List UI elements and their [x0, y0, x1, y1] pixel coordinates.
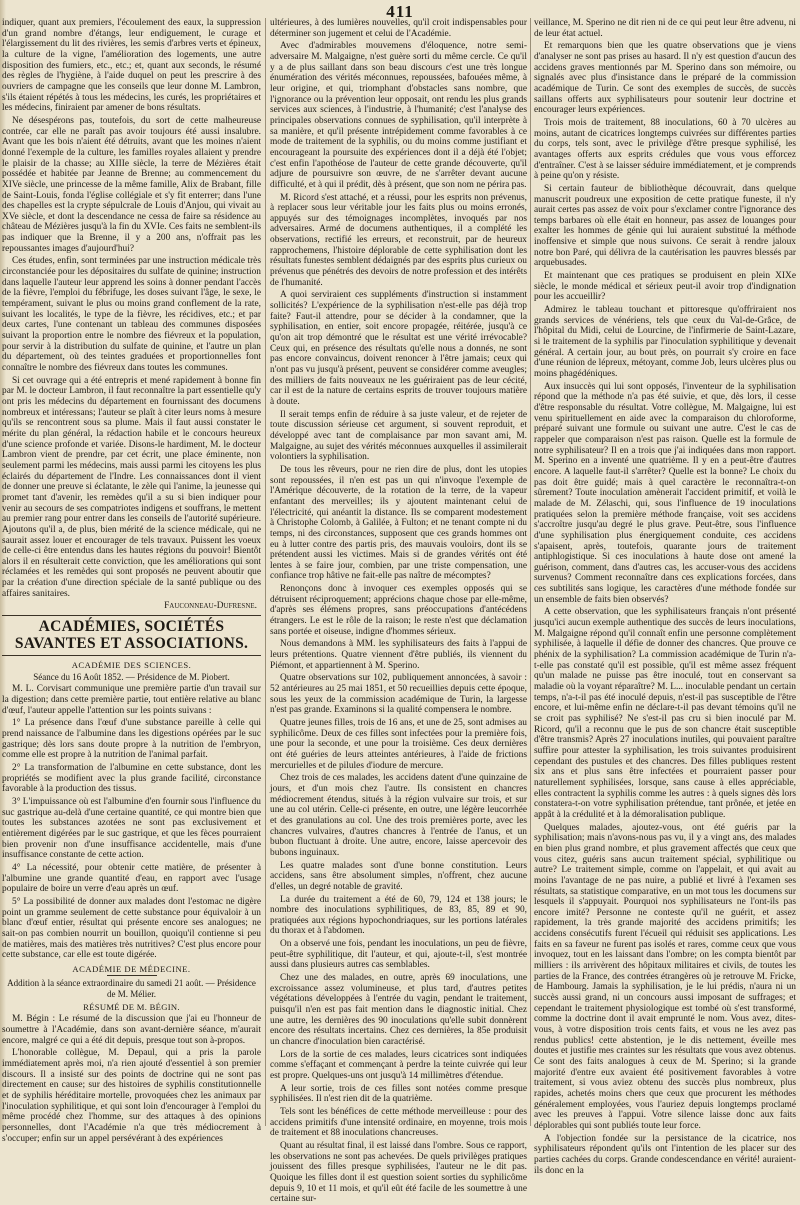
paragraph: 5° La possibilité de donner aux malades dont l'estomac ne digère point un gramme seulement de cette substance pour équivaloir à un blanc d'œuf entier, résultat qui présente encore ses analogues; ne sait-on pas combien nourrit un bouillon, quoiqu'il contienne si peu de matières, mais des matières très nutritives? C'est plus encore pour cette substance, car elle est toute digérée.	[2, 896, 261, 961]
page-number: 411	[386, 2, 414, 21]
paragraph: M. L. Corvisart communique une première partie d'un travail sur la digestion; dans cette première partie, tout entière relative au blanc d'œuf, l'auteur appelle l'attention sur les points suivans :	[2, 684, 261, 716]
column-divider-1	[265, 18, 266, 1126]
academy-sciences-session: Séance du 16 Août 1852. — Présidence de M. Piobert.	[33, 671, 230, 682]
paragraph: Et maintenant que ces pratiques se produisent en plein XIXe siècle, le monde médical et sérieux peut-il avoir trop d'indignation pour les accueillir?	[534, 271, 796, 303]
paragraph: Quelques malades, ajoutez-vous, ont été guéris par la syphilisation; mais n'avons-nous pas vu, il y a vingt ans, des malades en bien plus grand nombre, et plus gravement affectés que ceux que vous citez, guéris sans aucun traitement spécial, syphilitique ou autre? Le traitement simple, comme on l'appelait, et qui avait au moins l'avantage de ne pas nuire, a publié et livré à l'examen ses résultats, sa statistique comparative, en un mot tous les documens sur lesquels il s'appuyait. Pourquoi nos syphilisateurs ne l'ont-ils pas encore imité? Personne ne conteste qu'il ne guérit, et assez rapidement, la très grande majorité des accidens primitifs; les accidens consécutifs furent l'écueil qui réduisit ses applications. Les faits en sa faveur ne furent pas isolés et rares, comme ceux que vous invoquez, tout en les laissant dans l'ombre; on les compta bientôt par milliers : ils arrivèrent des hôpitaux militaires et civils, de toutes les parties de la France, des contrées étrangères où je retrouve M. Fricke, de Hambourg. Jamais la syphilisation, je le lui prédis, n'aura ni un succès aussi grand, ni un concours aussi imposant de suffrages; et cependant le traitement physiologique est tombé où s'est transformé, comme la doctrine dont il avait emprunté le nom. Vous avez, dites-vous, à votre disposition trois cents faits, et vous ne les avez pas rendus publics! cette abstention, je le dis nettement, éveille mes doutes et justifie mes craintes sur les résultats que vous avez obtenus. Ce sont des faits analogues à ceux de M. Sperino; si la grande majorité d'entre eux avaient été positivement favorables à votre traitement, si vous aviez obtenu des succès plus nombreux, plus rapides, achetés moins chers que ceux que procurent les méthodes généralement employées, vous l'auriez depuis longtemps proclamé avec les preuves à l'appui. Votre silence laisse donc aux faits déplorables qui sont publiés toute leur force.	[534, 822, 796, 1131]
column-3	[534, 18, 796, 1176]
paragraph: Les quatre malades sont d'une bonne constitution. Leurs accidens, sans être absolument simples, n'offrent, chez aucune d'elles, un degré notable de gravité.	[270, 860, 527, 892]
paragraph: On a observé une fois, pendant les inoculations, un peu de fièvre, peut-être syphilitique, dit l'auteur, et qui, ajoute-t-il, s'est montrée aussi dans plusieurs autres cas semblables.	[270, 939, 527, 971]
paragraph: 2° La transformation de l'albumine en cette substance, dont les propriétés se modifient avec la plus grande facilité, circonstance favorable à la production des tissus.	[2, 763, 261, 795]
academy-medicine-session: Addition à la séance extraordinaire du samedi 21 août. — Présidence de M. Mélier.	[7, 978, 256, 1000]
paragraph: Renonçons donc à invoquer ces exemples opposés qui se détruisent réciproquement; apprécions chaque chose par elle-même, d'après ses élémens propres, sans préoccupations d'antécédens étrangers. Le est le rôle de la raison; le reste n'est que déclamation sans portée et oiseuse, indigne d'hommes sérieux.	[270, 584, 527, 637]
paragraph: 4° La nécessité, pour obtenir cette matière, de présenter à l'albumine une grande quantité d'eau, en rapport avec l'usage populaire de boire un verre d'eau après un œuf.	[2, 862, 261, 895]
column-divider-2	[530, 18, 531, 1126]
paragraph: M. Ricord s'est attaché, et a réussi, pour les esprits non prévenus, à replacer sous leur véritable jour les faits plus ou moins erronés, appuyés sur des témoignages incomplètes, invoqués par nos adversaires. Armé de documens authentiques, il a complété les observations, rectifié les erreurs, et reconstruit, par de heureux rapprochemens, l'histoire déplorable de cette syphilisation dont les résultats funestes semblent dédaignés par des esprits plus curieux ou prévenus que pénétrés des devoirs de notre profession et des intérêts de l'humanité.	[270, 192, 527, 288]
academy-medicine-title: ACADÉMIE DE MÉDECINE.	[72, 963, 191, 974]
paragraph: 3° L'impuissance où est l'albumine d'en fournir sous l'influence du suc gastrique au-delà d'une certaine quantité, ce qui montre bien que toutes les substances azotées ne sont pas exclusivement et entièrement digérées par le suc gastrique, et que les fèces pourraient bien provenir non d'une insuffisance accidentelle, mais d'une insuffisance constante de cette action.	[2, 796, 261, 861]
academy-medicine-text	[2, 1014, 261, 1144]
paragraph: Chez une des malades, en outre, après 69 inoculations, une excroissance assez volumineuse, et plus tard, d'autres petites végétations développées à l'entrée du vagin, pendant le traitement, puisqu'il n'en est pas fait mention dans le diagnostic initial. Chez une autre, les dernières des 90 inoculations qu'elle subit donnèrent encore des résultats incertains. Chez ces dernières, la 85e produisit un chancre d'inoculation bien caractérisé.	[270, 973, 527, 1048]
column-2	[270, 18, 527, 1205]
section-title: ACADÉMIES, SOCIÉTÉS SAVANTES ET ASSOCIATIONS.	[14, 618, 249, 653]
paragraph: Chez trois de ces malades, les accidens datent d'une quinzaine de jours, et d'un mois chez l'autre. Ils consistent en chancres médiocrement étendus, situés à la région vulvaire sur trois, et sur une au col utérin. Celle-ci présente, en outre, une légère leucorrhée et des granulations au col. Une des trois premières porte, avec les chancres vulvaires, d'autres chancres à l'entrée de l'anus, et un bubon fluctuant à droite. Une autre, encore, laisse apercevoir des bubons inguinaux.	[270, 773, 527, 858]
paragraph: M. Bégin : Le résumé de la discussion que j'ai eu l'honneur de soumettre à l'Académie, dans son avant-dernière séance, m'aurait encore, malgré ce qui a été dit depuis, presque tout son à-propos.	[2, 1014, 261, 1046]
column-1-intro-text	[2, 18, 261, 599]
paragraph: 1° La présence dans l'œuf d'une substance pareille à celle qui prend naissance de l'albumine dans les digestions opérées par le suc gastrique; dès lors sans doute propre à la nutrition de l'embryon, comme elle est propre à la nutrition de l'animal parfait.	[2, 718, 261, 761]
column-1	[2, 18, 261, 1144]
paragraph: A quoi serviraient ces suppléments d'instruction si instamment sollicités? L'expérience de la syphilisation n'est-elle pas déjà trop faite? Faut-il attendre, pour se décider à la condamner, que la syphilisation, en entier, soit encore propagée, réitérée, jusqu'à ce qu'on ait trop démontré que le résultat est une vérité irrévocable? Ceux qui, en présence des résultats qu'elle nous a donnés, ne sont pas encore convaincus, doivent renoncer à l'être jamais; ceux qui n'ont pas vu jusqu'à présent, peuvent se considérer comme aveugles; des milliers de faits nouveaux ne les guériraient pas de leur cécité, car il est de la nature de certains esprits de trouver toujours matière à doute.	[270, 290, 527, 407]
paragraph: Quant au résultat final, il est laissé dans l'ombre. Sous ce rapport, les observations ne sont pas achevées. De quels privilèges pratiques jouissent des filles presque syphilisées, l'auteur ne le dit pas. Quoique les filles dont il est question soient sorties du syphilicôme depuis 9, 10 et 11 mois, et qu'il eût été facile de les soumettre à une certaine sur-	[270, 1140, 527, 1205]
paragraph: La durée du traitement a été de 60, 79, 124 et 138 jours; le nombre des inoculations syphilitiques, de 83, 85, 89 et 90, pratiquées aux régions hypochondriaques, sur les portions latérales du thorax et à l'abdomen.	[270, 894, 527, 937]
paragraph: Si certain fauteur de bibliothèque découvrait, dans quelque manuscrit poudreux une exposition de cette pratique funeste, il n'y aurait certes pas assez de voix pour s'exclamer contre l'ignorance des temps barbares où elle était en honneur, pas assez de louanges pour exalter les hommes de génie qui lui auraient substitué la méthode inoffensive et simple que nous suivons. Ce serait à rendre jaloux notre bon Paré, qui délivra de la cautérisation les pauvres blessés par arquebusades.	[534, 183, 796, 269]
paragraph: Ces études, enfin, sont terminées par une instruction médicale très circonstanciée pour les dépositaires du sulfate de quinine; instruction dans laquelle l'auteur leur apprend les soins à donner pendant l'accès de la fièvre, l'emploi du fébrifuge, les doses suivant l'âge, le sexe, le tempérament, suivant le plus ou moins grand conflement de la rate, suivant les localités, le type de la fièvre, les récidives, etc.; et par deux cartes, l'une contenant un tableau des communes disposées suivant la proportion entre le nombre des fiévreux et la population, pour servir à la distribution du sulfate de quinine, et l'autre un plan du département, où des teintes graduées et proportionnelles font connaître le nombre des fiévreux dans toutes les communes.	[2, 256, 261, 373]
paragraph: Et remarquons bien que les quatre observations que je viens d'analyser ne sont pas prises au hasard. Il n'y est question d'aucun des accidens graves mentionnés par M. Sperino dans son mémoire, ou signalés avec plus d'insistance dans le préparé de la commission académique de Turin. Ce sont des exemples de succès, de succès saillans offerts aux syphilisateurs pour soutenir leur doctrine et encourager leurs expériences.	[534, 41, 796, 116]
author-signature: Fauconneau-Dufresne.	[164, 601, 257, 612]
paragraph: Admirez le tableau touchant et pittoresque qu'offriraient nos grands services de vénériens, tels que ceux du Val-de-Grâce, de l'hôpital du Midi, celui de Lourcine, de l'infirmerie de Saint-Lazare, si le traitement de la syphilis par l'inoculation syphilitique y devenait général. A certain jour, au bout près, on pourrait s'y croire en face d'une réunion de lépreux, métoyant, comme Job, leurs ulcères plus ou moins phagédéniques.	[534, 305, 796, 379]
section-rule-top	[2, 615, 261, 616]
paragraph: Trois mois de traitement, 88 inoculations, 60 à 70 ulcères au moins, autant de cicatrices longtemps cuivrées sur différentes parties du corps, tels sont, avec le privilège d'être presque syphilisé, les avantages offerts aux esprits crédules que vous vous efforcez d'entraîner. C'est à se laisser séduire immédiatement, et je comprends à peine qu'on y résiste.	[534, 117, 796, 182]
column-2-text	[270, 18, 527, 1205]
column-3-text	[534, 18, 796, 1176]
paragraph: Nous demandons à MM. les syphilisateurs des faits à l'appui de leurs prétentions. Quatre viennent d'être publiés, ils viennent du Piémont, et appartiennent à M. Sperino.	[270, 639, 527, 671]
paragraph: Aux insuccès qui lui sont opposés, l'inventeur de la syphilisation répond que la méthode n'a pas été suivie, et que, dès lors, il cesse d'être responsable du résultat. Votre collègue, M. Malgaigne, lui est venu spirituellement en aide avec la comparaison du chloroforme, préparé suivant une formule ou suivant une autre. C'est le cas de rappeler que comparaison n'est pas raison. Quelle est la formule de notre syphilisateur? Il en a trois que j'ai indiquées dans mon rapport. M. Sperino en a inventé une quatrième. Il y en a peut-être d'autres encore. A laquelle faut-il s'arrêter? Quelle est la bonne? Le choix du pas doit être guidé; mais à quel caractère le reconnaîtra-t-on sûrement? Toute inoculation amènerait l'accident primitif, et voilà le malade de M. Zélaschi, qui, sous l'influence de 19 inoculations pratiquées selon la première méthode française, voit ses accidens s'accroître jusqu'au degré le plus grave. Peut-être, sous l'influence d'une syphilisation plus énergiquement conduite, ces accidens s'apaisent, après, toutefois, quarante jours de traitement antiphlogistique. Si ces inoculations à haute dose ont amené la guérison, comment, dans d'autres cas, les accuser-vous des accidens survenus? Comment reconnaître dans ces explications forcées, dans ces subtilités sans logique, les caractères d'une méthode fondée sur un ensemble de faits bien observés?	[534, 381, 796, 605]
paragraph: A l'objection fondée sur la persistance de la cicatrice, nos syphilisateurs répondent qu'ils ont l'intention de les placer sur des parties cachées du corps. Grande condescendance en vérité! auraient-ils donc en la	[534, 1133, 796, 1176]
paragraph: indiquer, quant aux premiers, l'écoulement des eaux, la suppression d'un grand nombre d'étangs, leur endiguement, le curage et l'élargissement du lit des rivières, les semis d'arbres verts et épineux, la culture de la vigne, l'amélioration des logements, une autre disposition des fumiers, etc., etc.; et, quant aux seconds, le résumé des règles de l'hygiène, à l'aide duquel on peut les prescrire à des ouvriers de campagne que les conseils que leur donne M. Lambron, s'ils étaient répétés à tous les médecins, les curés, les propriétaires et les médecins, finiraient par amener de bons résultats.	[2, 18, 261, 114]
academy-medicine-rule	[107, 975, 157, 976]
paragraph: Quatre jeunes filles, trois de 16 ans, et une de 25, sont admises au syphilicôme. Deux de ces filles sont infectées pour la première fois, une pour la seconde, et une pour la troisième. Ces deux dernières ont été guéries de leurs atteintes antérieures, à l'aide de frictions mercurielles et de pilules d'iodure de mercure.	[270, 718, 527, 771]
paragraph: Ne désespérons pas, toutefois, du sort de cette malheureuse contrée, car elle ne paraît pas avoir toujours été aussi insalubre. Avant que les bois n'aient été détruits, avant que les moines n'aient donné l'exemple de la culture, les familles royales allaient y prendre le plaisir de la chasse; au XIIIe siècle, la terre de Mézières était possédée et habitée par Jeanne de Brenne; au commencement du XIVe siècle, une princesse de la même famille, Alix de Brabant, fille de Saint-Louis, fonda l'église collégiale et s'y fit enterrer; dans l'une des chapelles est la crypte sépulcrale de Louis d'Anjou, qui vivait au XVe siècle, et dont la descendance ne cessa de faire sa résidence au château de Mézières jusqu'à la fin du XVIe. Ces faits ne semblent-ils pas indiquer que la Brenne, il y a 200 ans, n'offrait pas les repoussantes images d'aujourd'hui?	[2, 115, 261, 254]
paragraph: ultérieures, à des lumières nouvelles, qu'il croit indispensables pour déterminer son jugement et celui de l'Académie.	[270, 18, 527, 39]
paragraph: A cette observation, que les syphilisateurs français n'ont présenté jusqu'ici aucun exemple authentique des succès de leurs inoculations, M. Malgaigne répond qu'il connaît enfin une personne complètement syphilisée, à laquelle il défie de donner des chancres. Que prouve ce phénix de la syphilisation? La commission académique de Turin n'a-t-elle pas constaté qu'il est possible, qu'il est même assez fréquent qu'un malade ne puisse pas être inoculé, tout en conservant sa maladie où la voyant réparaître? M. L... inoculable pendant un certain temps, n'a-t-il pas été inoculé depuis, n'est-il pas susceptible de l'être encore, et lui-même enfin ne déclare-t-il pas devant témoins qu'il ne se croit pas syphilisé? Ne s'est-il pas cru si bien inoculé par M. Ricord, qu'il a reconnu que le pus de son chancre était susceptible d'être transmis? Après 27 inoculations inutiles, qui pouvaient paraître suffire pour attester la syphilisation, les trois suivantes produisirent cependant des pustules et des chancres. Des filles publiques restent six ans et plus sans être infectées et pourraient passer pour naturellement syphilisées, lorsque, sans cause à elles appréciable, elles contractent la syphilis comme les autres : à quels signes dès lors constatera-t-on votre syphilisation prétendue, tant prônée, et jetée en appât à la crédulité et à la démoralisation publique.	[534, 607, 796, 820]
paragraph: Tels sont les bénéfices de cette méthode merveilleuse : pour des accidens primitifs d'une intensité ordinaire, en moyenne, trois mois de traitement et 88 inoculations chancreuses.	[270, 1106, 527, 1139]
section-rule-bottom	[2, 655, 261, 656]
paragraph: veillance, M. Sperino ne dit rien ni de ce qui peut leur être advenu, ni de leur état actuel.	[534, 18, 796, 39]
academy-sciences-title: ACADÉMIE DES SCIENCES.	[71, 660, 192, 671]
begin-summary-heading: RÉSUMÉ DE M. BÉGIN.	[83, 1001, 180, 1012]
paragraph: Si cet ouvrage qui a été entrepris et mené rapidement à bonne fin par M. le docteur Lambron, il faut reconnaître la part essentielle qu'y ont pris les médecins du département en fournissant des documens nombreux et intéressans; l'auteur se plaît à citer leurs noms à mesure qu'ils se rencontrent sous sa plume. Mais il faut aussi constater le mérite du plan général, la rédaction habile et le concours heureux d'une science profonde et variée. Disons-le hardiment, M. le docteur Lambron vient de prendre, par cet écrit, une place éminente, non seulement parmi les médecins, mais aussi parmi les citoyens les plus éclairés du département de l'Indre. Les connaissances dont il vient de donner une preuve si éclatante, le zèle qui l'anime, la jeunesse qui promet tant d'avenir, les remèdes qu'il a su si bien indiquer pour venir au secours de ses compatriotes indigens et souffrans, le mettent au premier rang pour entrer dans les conseils de l'autorité supérieure. Ajoutons qu'il a, de plus, bien mérité de la science médicale, qui ne saurait assez louer et encourager de tels travaux. Puissent les voeux de celle-ci être entendus dans les hautes régions du pouvoir! Bientôt alors il en résulterait cette conviction, que les améliorations qui sont réclamées et les remèdes qui sont proposés ne peuvent aboutir que par la création d'une direction spéciale de la santé publique ou des affaires sanitaires.	[2, 375, 261, 599]
paragraph: Lors de la sortie de ces malades, leurs cicatrices sont indiquées comme s'effaçant et commençant à perdre la teinte cuivrée qui leur est propre. Quelques-uns ont jusqu'à 14 millimètres d'étendue.	[270, 1049, 527, 1081]
academy-sciences-text	[2, 684, 261, 960]
paragraph: De tous les rêveurs, pour ne rien dire de plus, dont les utopies sont repoussées, il n'en est pas un qui n'invoque l'exemple de l'Amérique découverte, de la rotation de la terre, de la vapeur enfantant des merveilles; ils y ajoutent maintenant celui de l'électricité, qui anéantit la distance. Ils se comparent modestement à Christophe Colomb, à Galilée, à Fulton; et ne tenant compte ni du temps, ni des circonstances, supposent que ces grands hommes ont eu à lutter contre des partis pris, des mauvais vouloirs, dont ils se prétendent aussi les victimes. Mais si de grandes vérités ont été lentes à se faire jour, combien, par une triste compensation, une confiance trop hâtive ne fait-elle pas naître de mécomptes?	[270, 464, 527, 582]
paragraph: A leur sortie, trois de ces filles sont notées comme presque syphilisées. Il n'est rien dit de la quatrième.	[270, 1083, 527, 1105]
paragraph: Il serait temps enfin de réduire à sa juste valeur, et de rejeter de toute discussion sérieuse cet argument, si souvent reproduit, et développé avec tant de complaisance par mon savant ami, M. Malgaigne, au sujet des vérités méconnues auxquelles il assimilerait volontiers la syphilisation.	[270, 409, 527, 463]
paragraph: L'honorable collègue, M. Depaul, qui a pris la parole immédiatement après moi, n'a rien ajouté d'essentiel à son premier discours. Il a insisté sur des points de doctrine qui ne sont pas directement en cause; sur des histoires de syphilis constitutionnelle et de syphilis héréditaire mortelle, provoquées chez les animaux par l'inoculation syphilitique, et qui sont loin d'encourager à l'emploi du même procédé chez l'homme, sur des attaques à des opinions personnelles, dont l'Académie n'a que très médiocrement à s'occuper; enfin sur un appel persévérant à des expériences	[2, 1048, 261, 1144]
paragraph: Quatre observations sur 102, publiquement annoncées, à savoir : 52 antérieures au 25 mai 1851, et 50 recueillies depuis cette époque, sous les yeux de la commission académique de Turin, la largesse n'est pas grande. Examinons si la qualité compensera le nombre.	[270, 673, 527, 716]
paragraph: Avec d'admirables mouvemens d'éloquence, notre semi-adversaire M. Malgaigne, n'est guère sorti du même cercle. Ce qu'il y a de plus saillant dans son beau discours c'est une très longue énumération des vérités méconnues, repoussées, bafouées même, à leur origine, et qui, triomphant d'obstacles sans nombre, que l'ignorance ou la prévention leur opposait, ont rendu les plus grands services aux sciences, à l'industrie, à l'humanité; c'est l'analyse des principales observations connues de syphilisation, qu'il interprète à sa manière, et qu'il présente intrépidement comme favorables à ce mode de traitement de la syphilis, ou du moins comme justifiant et encourageant la poursuite des expériences dont il a déjà été l'objet; c'est enfin l'apothéose de l'auteur de cette grande découverte, qu'il adjure de poursuivre son œuvre, de ne s'arrêter devant aucune difficulté, et à qui il prédit, dès à présent, que son nom ne périra pas.	[270, 41, 527, 190]
